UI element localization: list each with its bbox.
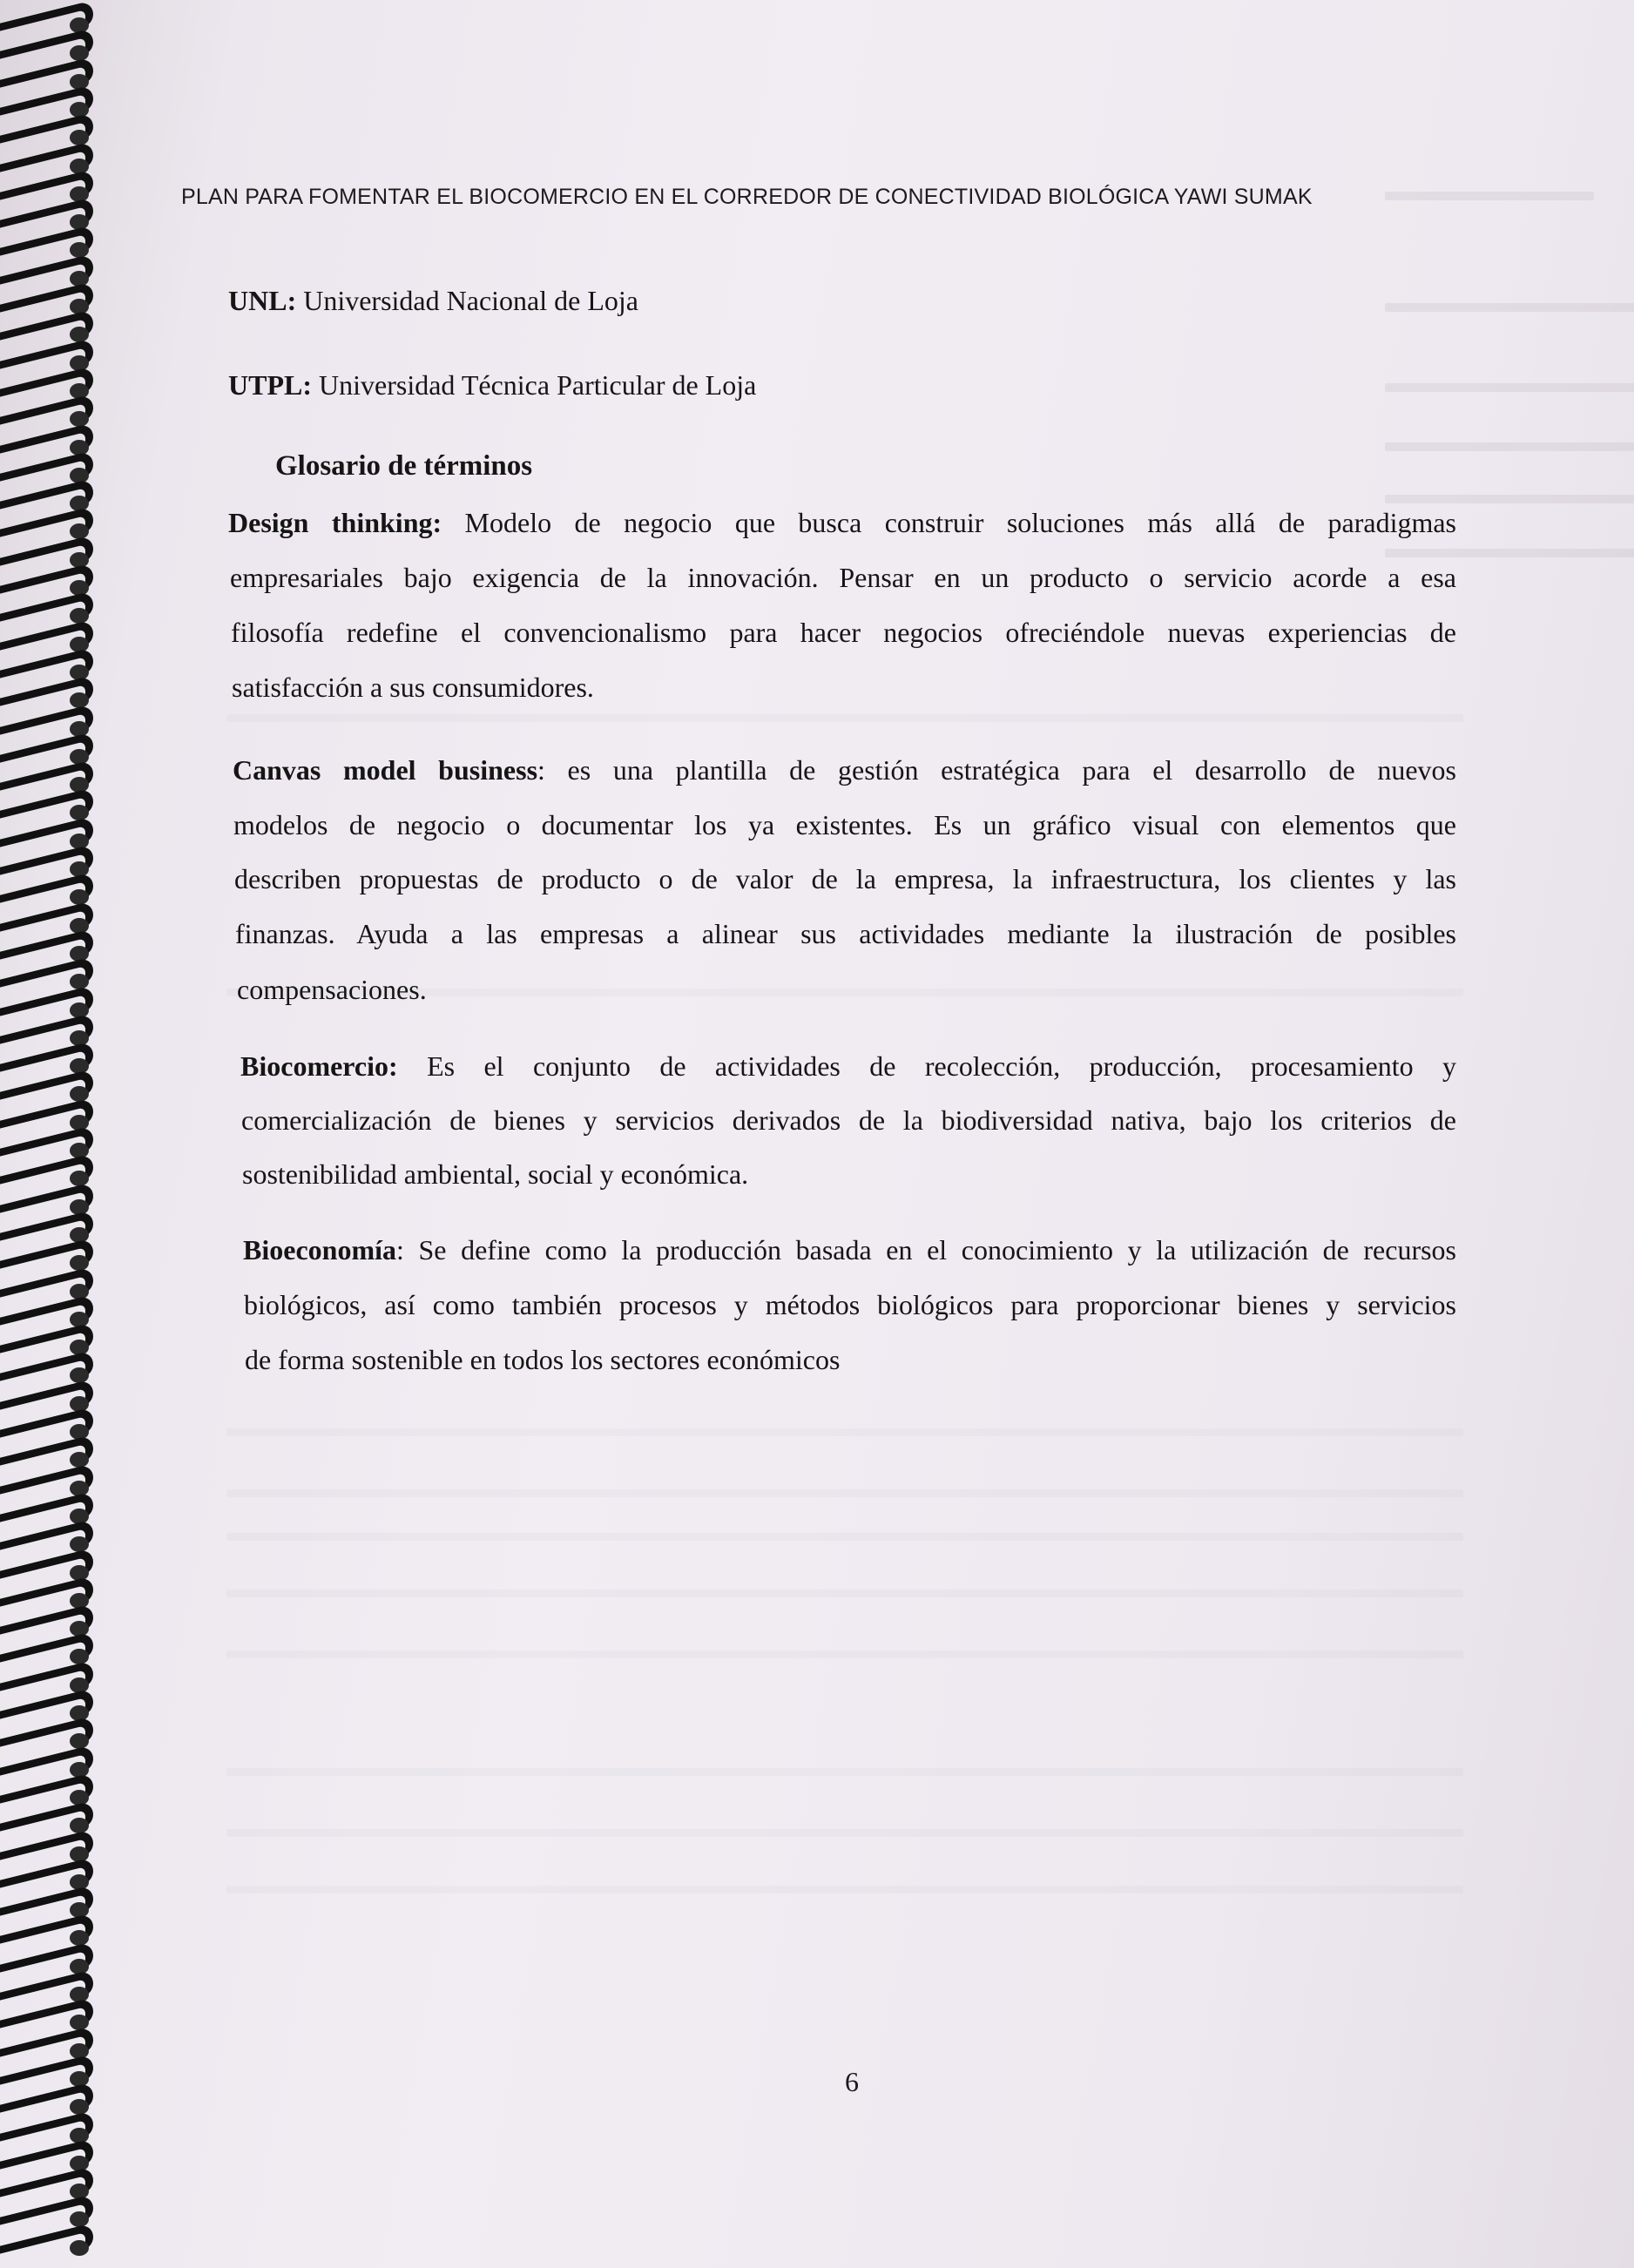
abbreviation-term: UNL:	[228, 285, 297, 316]
running-header: PLAN PARA FOMENTAR EL BIOCOMERCIO EN EL CORREDOR DE CONECTIVIDAD BIOLÓGICA YAWI SUMAK	[181, 185, 1313, 209]
abbreviation-term: UTPL:	[228, 369, 312, 401]
glossary-term: Design thinking:	[228, 507, 442, 538]
glossary-term: Canvas model business	[233, 754, 538, 786]
glossary-heading: Glosario de términos	[275, 450, 533, 482]
abbreviation-definition: Universidad Nacional de Loja	[296, 285, 638, 316]
abbreviation-definition: Universidad Técnica Particular de Loja	[312, 369, 757, 401]
glossary-definition-line: finanzas. Ayuda a las empresas a alinear sus actividades mediante la ilustración de posibles	[235, 918, 1456, 949]
glossary-definition-line: filosofía redefine el convencionalismo para hacer negocios ofreciéndole nuevas experiencias de	[231, 617, 1456, 648]
glossary-entry-bioeconomia	[243, 1234, 1456, 1266]
glossary-entry-canvas-model-business	[233, 754, 1456, 786]
glossary-definition-line: Modelo de negocio que busca construir soluciones más allá de paradigmas	[442, 507, 1456, 538]
glossary-definition-line: describen propuestas de producto o de valor de la empresa, la infraestructura, los clientes y las	[234, 863, 1456, 894]
page-number: 6	[845, 2066, 859, 2097]
glossary-definition-line: comercialización de bienes y servicios derivados de la biodiversidad nativa, bajo los criterios de	[241, 1104, 1456, 1136]
glossary-definition-line: modelos de negocio o documentar los ya existentes. Es un gráfico visual con elementos que	[233, 809, 1456, 840]
glossary-definition-line: : es una plantilla de gestión estratégica para el desarrollo de nuevos	[537, 754, 1457, 786]
glossary-definition-line: biológicos, así como también procesos y métodos biológicos para proporcionar bienes y servicios	[244, 1289, 1456, 1320]
abbreviation-unl	[228, 285, 638, 317]
glossary-term: Bioeconomía	[243, 1234, 396, 1266]
glossary-definition-line: : Se define como la producción basada en el conocimiento y la utilización de recursos	[395, 1234, 1456, 1266]
glossary-term: Biocomercio:	[240, 1050, 398, 1082]
glossary-definition-line: Es el conjunto de actividades de recolección, producción, procesamiento y	[397, 1050, 1456, 1082]
glossary-definition-line: sostenibilidad ambiental, social y económica.	[242, 1158, 749, 1190]
glossary-definition-line: de forma sostenible en todos los sectores económicos	[245, 1344, 841, 1375]
abbreviation-utpl	[228, 369, 756, 402]
glossary-definition-line: satisfacción a sus consumidores.	[232, 672, 594, 703]
glossary-definition-line: empresariales bajo exigencia de la innovación. Pensar en un producto o servicio acorde a esa	[230, 562, 1456, 593]
glossary-definition-line: compensaciones.	[237, 974, 427, 1005]
glossary-entry-biocomercio	[240, 1050, 1456, 1083]
glossary-entry-design-thinking	[228, 507, 1456, 539]
